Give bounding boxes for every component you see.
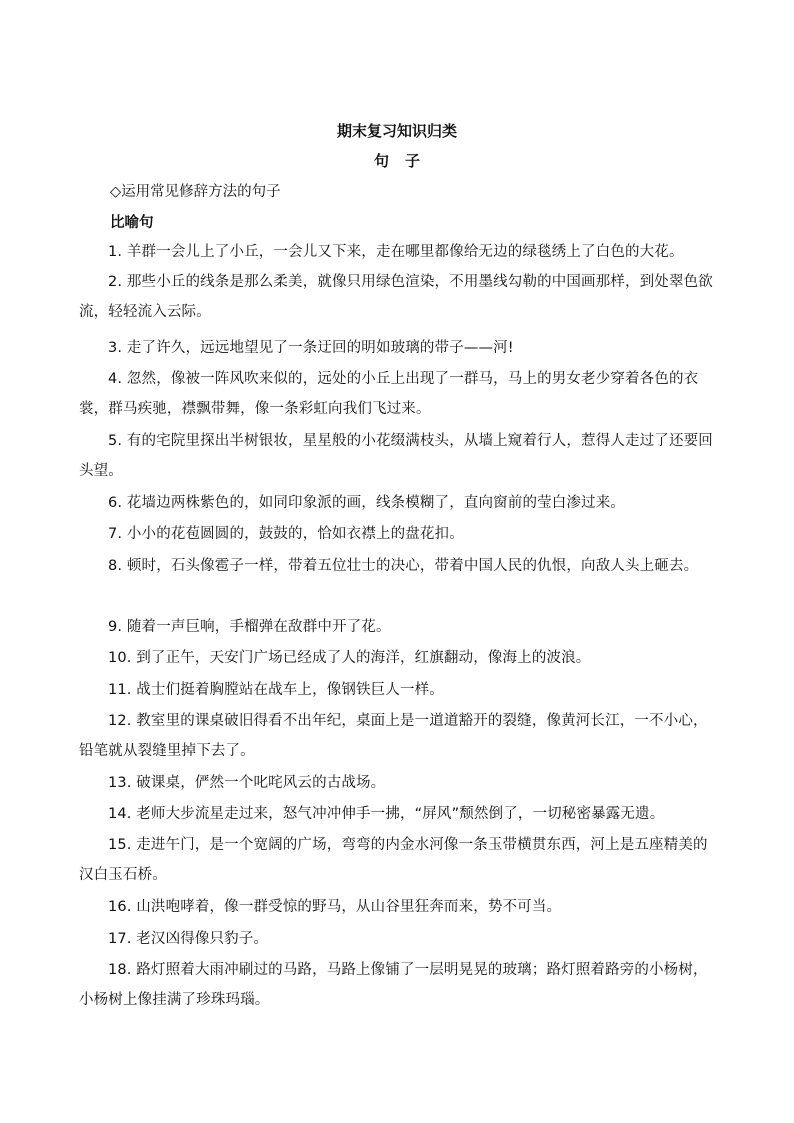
rhetoric-section-heading: ◇运用常见修辞方法的句子 [110, 184, 281, 200]
sentence-item-18: 18. 路灯照着大雨冲刷过的马路，马路上像铺了一层明晃晃的玻璃；路灯照着路旁的小杨树，小杨树上像挂满了珍珠玛瑙。 [79, 962, 708, 1008]
sentence-item-6: 6. 花墙边两株紫色的，如同印象派的画，线条模糊了，直向窗前的莹白渗过来。 [108, 495, 625, 511]
sentence-item-10: 10. 到了正午，天安门广场已经成了人的海洋，红旗翻动，像海上的波浪。 [108, 650, 591, 666]
metaphor-category-heading: 比喻句 [110, 215, 154, 231]
sentence-item-16: 16. 山洪咆哮着，像一群受惊的野马，从山谷里狂奔而来，势不可当。 [108, 899, 562, 915]
section-title-char-2: 子 [405, 152, 421, 170]
section-title-char-1: 句 [373, 152, 389, 170]
sentence-item-15: 15. 走进午门，是一个宽阔的广场，弯弯的内金水河像一条玉带横贯东西，河上是五座精美的汉白玉石桥。 [79, 837, 708, 883]
sentence-item-3: 3. 走了许久，远远地望见了一条迂回的明如玻璃的带子——河! [108, 340, 514, 356]
sentence-item-7: 7. 小小的花苞圆圆的，鼓鼓的，恰如衣襟上的盘花扣。 [108, 526, 464, 542]
sentence-item-1: 1. 羊群一会儿上了小丘，一会儿又下来，走在哪里都像给无边的绿毯绣上了白色的大花。 [108, 244, 684, 260]
sentence-item-8: 8. 顿时，石头像雹子一样，带着五位壮士的决心，带着中国人民的仇恨，向敌人头上砸去。 [108, 558, 699, 574]
sentence-item-5: 5. 有的宅院里探出半树银妆，星星般的小花缀满枝头，从墙上窥着行人，惹得人走过了还要回头望。 [79, 433, 713, 479]
sentence-item-13: 13. 破课桌，俨然一个叱咤风云的古战场。 [108, 775, 386, 791]
section-title [0, 151, 794, 171]
sentence-item-9: 9. 随着一声巨响，手榴弹在敌群中开了花。 [108, 619, 391, 635]
sentence-item-11: 11. 战士们挺着胸膛站在战车上，像钢铁巨人一样。 [108, 682, 444, 698]
sentence-item-4: 4. 忽然，像被一阵风吹来似的，远处的小丘上出现了一群马，马上的男女老少穿着各色的衣裳，群马疾驰，襟飘带舞，像一条彩虹向我们飞过来。 [79, 371, 699, 417]
sentence-item-17: 17. 老汉凶得像只豹子。 [108, 931, 269, 947]
sentence-item-14: 14. 老师大步流星走过来，怒气冲冲伸手一拂，“屏风”颓然倒了，一切秘密暴露无遗。 [108, 806, 665, 822]
sentence-item-2: 2. 那些小丘的线条是那么柔美，就像只用绿色渲染，不用墨线勾勒的中国画那样，到处翠色欲流，轻轻流入云际。 [79, 274, 713, 320]
sentence-item-12: 12. 教室里的课桌破旧得看不出年纪，桌面上是一道道豁开的裂缝，像黄河长江，一不小心，铅笔就从裂缝里掉下去了。 [79, 713, 708, 759]
page-title: 期末复习知识归类 [336, 122, 457, 140]
